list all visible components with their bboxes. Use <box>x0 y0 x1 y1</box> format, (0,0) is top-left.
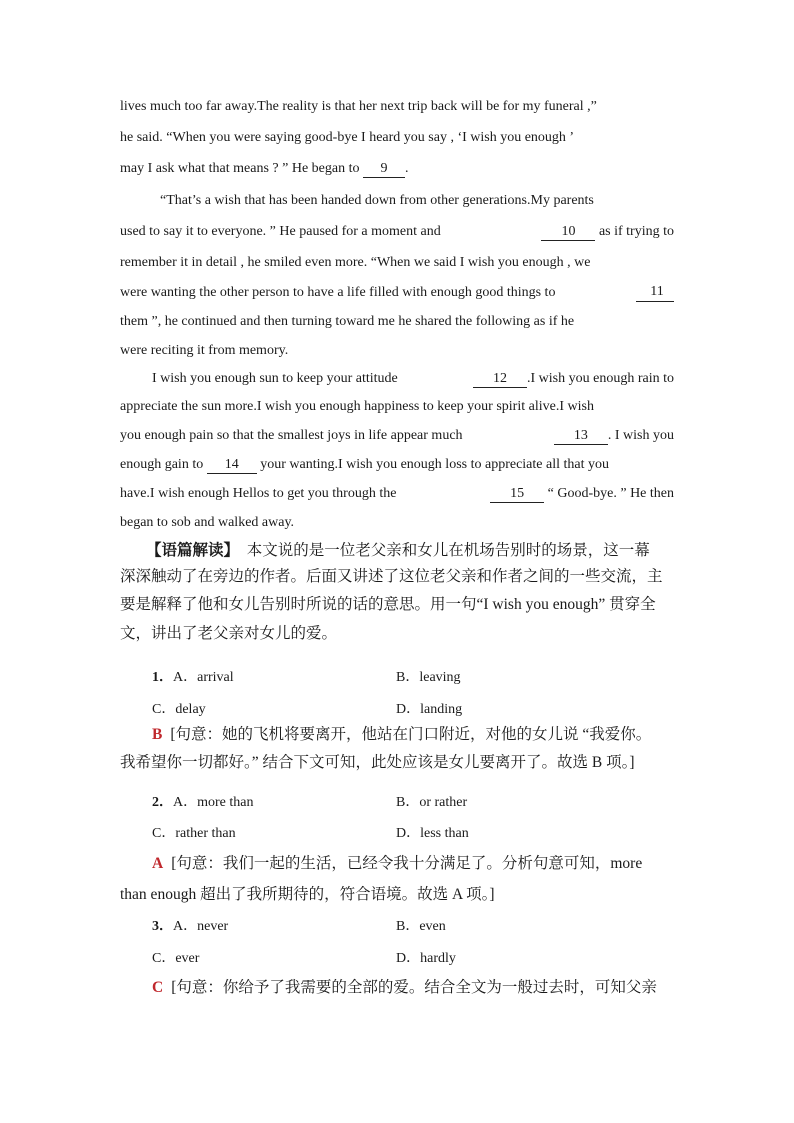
passage-line: were reciting it from memory. <box>120 343 289 358</box>
answer-badge: C <box>152 979 164 996</box>
passage-line: were wanting the other person to have a life filled with enough good things to 11 <box>120 284 674 302</box>
analysis-line: 文，讲出了老父亲对女儿的爱。 <box>120 625 338 642</box>
option-c: C．ever <box>152 951 200 966</box>
option-d: D．less than <box>396 826 469 841</box>
option-a: 3．A．never <box>152 919 229 934</box>
answer-badge: B <box>152 726 163 743</box>
explanation-line: than enough 超出了我所期待的，符合语境。故选 A 项。] <box>120 886 495 903</box>
passage-line: “That’s a wish that has been handed down from other generations.My parents <box>160 193 594 208</box>
option-d: D．hardly <box>396 951 456 966</box>
passage-line: you enough pain so that the smallest joys in life appear much 13 . I wish you <box>120 428 674 443</box>
option-b: B．or rather <box>396 795 468 810</box>
blank-13: 13 <box>554 428 608 445</box>
option-c: C．rather than <box>152 826 236 841</box>
passage-line: I wish you enough sun to keep your attitude 12 .I wish you enough rain to <box>152 371 674 386</box>
blank-11: 11 <box>636 284 674 302</box>
option-c: C．delay <box>152 702 206 717</box>
blank-14: 14 <box>207 457 257 474</box>
blank-12: 12 <box>473 371 527 388</box>
passage-line: enough gain to 14 your wanting.I wish you enough loss to appreciate all that you <box>120 457 609 472</box>
blank-15: 15 <box>490 486 544 503</box>
passage-line: have.I wish enough Hellos to get you through the 15 “ Good-bye. ” He then <box>120 486 674 501</box>
passage-line: lives much too far away.The reality is that her next trip back will be for my funeral ,” <box>120 99 597 114</box>
passage-line: appreciate the sun more.I wish you enough happiness to keep your spirit alive.I wish <box>120 399 594 414</box>
passage-line: used to say it to everyone. ” He paused for a moment and 10 as if trying to <box>120 224 674 239</box>
option-a: 2．A．more than <box>152 795 254 810</box>
analysis-line: 要是解释了他和女儿告别时所说的话的意思。用一句“I wish you enough” 贯穿全 <box>120 596 656 613</box>
blank-9: 9 <box>363 161 405 178</box>
answer-badge: A <box>152 855 164 872</box>
analysis-label: 【语篇解读】 <box>146 542 240 559</box>
passage-line: remember it in detail , he smiled even more. “When we said I wish you enough , we <box>120 255 591 270</box>
option-a: 1．A．arrival <box>152 670 234 685</box>
option-d: D．landing <box>396 702 463 717</box>
option-b: B．leaving <box>396 670 461 685</box>
passage-line: he said. “When you were saying good-bye I heard you say , ‘I wish you enough ’ <box>120 130 575 145</box>
analysis-line: 【语篇解读】 本文说的是一位老父亲和女儿在机场告别时的场景，这一幕 <box>146 542 650 559</box>
analysis-line: 深深触动了在旁边的作者。后面又讲述了这位老父亲和作者之间的一些交流，主 <box>120 568 663 585</box>
blank-10: 10 <box>541 224 595 241</box>
passage-line: may I ask what that means ? ” He began to 9 . <box>120 161 409 176</box>
explanation-line: B [句意：她的飞机将要离开，他站在门口附近，对他的女儿说 “我爱你。 <box>152 726 652 743</box>
passage-line: began to sob and walked away. <box>120 515 295 530</box>
explanation-line: C [句意：你给予了我需要的全部的爱。结合全文为一般过去时，可知父亲 <box>152 979 657 996</box>
explanation-line: 我希望你一切都好。” 结合下文可知，此处应该是女儿要离开了。故选 B 项。] <box>120 754 635 771</box>
option-b: B．even <box>396 919 446 934</box>
explanation-line: A [句意：我们一起的生活，已经令我十分满足了。分析句意可知，more <box>152 855 643 872</box>
passage-line: them ”, he continued and then turning toward me he shared the following as if he <box>120 314 575 329</box>
